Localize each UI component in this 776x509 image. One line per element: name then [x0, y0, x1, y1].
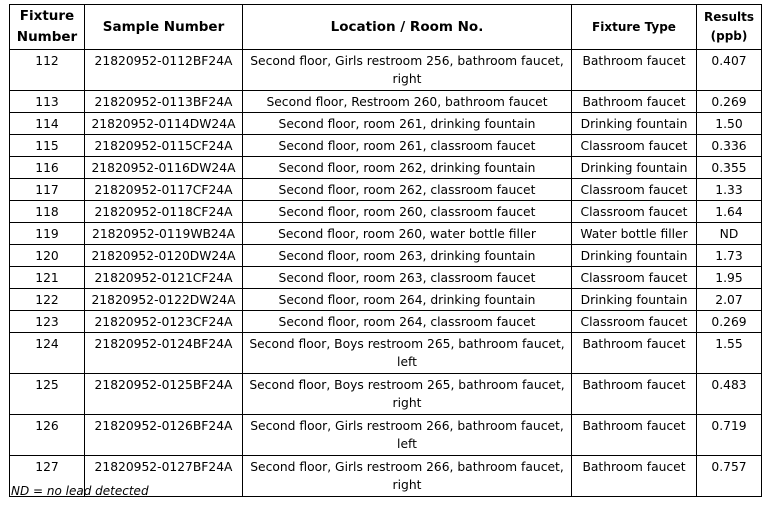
cell-sample-number: 21820952-0115CF24A — [85, 135, 243, 157]
cell-result: 0.269 — [697, 311, 762, 333]
cell-fixture-type: Classroom faucet — [572, 201, 697, 223]
cell-sample-number: 21820952-0126BF24A — [85, 415, 243, 456]
table-row — [10, 223, 762, 245]
cell-fixture-number: 123 — [10, 311, 85, 333]
header-fixture-number: Fixture Number — [10, 5, 85, 50]
cell-result: 0.355 — [697, 157, 762, 179]
cell-location: Second floor, room 263, classroom faucet — [243, 267, 572, 289]
cell-fixture-type: Drinking fountain — [572, 157, 697, 179]
table-row — [10, 289, 762, 311]
cell-location: Second floor, Boys restroom 265, bathroom faucet, right — [243, 374, 572, 415]
table-row — [10, 179, 762, 201]
cell-location: Second floor, Restroom 260, bathroom faucet — [243, 91, 572, 113]
cell-location: Second floor, room 260, water bottle filler — [243, 223, 572, 245]
cell-fixture-number: 120 — [10, 245, 85, 267]
table-row — [10, 267, 762, 289]
cell-fixture-number: 115 — [10, 135, 85, 157]
cell-result: 1.73 — [697, 245, 762, 267]
cell-location: Second floor, Girls restroom 266, bathroom faucet, right — [243, 456, 572, 497]
table-header-row — [10, 5, 762, 50]
cell-fixture-type: Classroom faucet — [572, 135, 697, 157]
cell-result: 1.95 — [697, 267, 762, 289]
table-row — [10, 135, 762, 157]
cell-fixture-number: 126 — [10, 415, 85, 456]
cell-fixture-type: Bathroom faucet — [572, 50, 697, 91]
cell-fixture-number: 113 — [10, 91, 85, 113]
cell-sample-number: 21820952-0122DW24A — [85, 289, 243, 311]
cell-location: Second floor, room 261, classroom faucet — [243, 135, 572, 157]
cell-sample-number: 21820952-0123CF24A — [85, 311, 243, 333]
cell-location: Second floor, Boys restroom 265, bathroom faucet, left — [243, 333, 572, 374]
cell-location: Second floor, room 260, classroom faucet — [243, 201, 572, 223]
cell-sample-number: 21820952-0121CF24A — [85, 267, 243, 289]
cell-fixture-type: Drinking fountain — [572, 289, 697, 311]
cell-result: 2.07 — [697, 289, 762, 311]
cell-result: 0.757 — [697, 456, 762, 497]
cell-fixture-number: 124 — [10, 333, 85, 374]
cell-result: 1.33 — [697, 179, 762, 201]
cell-sample-number: 21820952-0120DW24A — [85, 245, 243, 267]
cell-fixture-number: 112 — [10, 50, 85, 91]
cell-fixture-type: Bathroom faucet — [572, 415, 697, 456]
table-row — [10, 91, 762, 113]
cell-fixture-number: 127 — [10, 456, 85, 497]
cell-fixture-type: Water bottle filler — [572, 223, 697, 245]
cell-sample-number: 21820952-0125BF24A — [85, 374, 243, 415]
table-row — [10, 157, 762, 179]
cell-result: 0.407 — [697, 50, 762, 91]
cell-fixture-type: Bathroom faucet — [572, 91, 697, 113]
cell-location: Second floor, room 264, classroom faucet — [243, 311, 572, 333]
cell-sample-number: 21820952-0114DW24A — [85, 113, 243, 135]
cell-sample-number: 21820952-0127BF24A — [85, 456, 243, 497]
cell-sample-number: 21820952-0119WB24A — [85, 223, 243, 245]
cell-fixture-number: 125 — [10, 374, 85, 415]
cell-location: Second floor, room 262, drinking fountain — [243, 157, 572, 179]
cell-fixture-type: Bathroom faucet — [572, 333, 697, 374]
cell-fixture-type: Drinking fountain — [572, 245, 697, 267]
cell-fixture-type: Classroom faucet — [572, 311, 697, 333]
cell-result: 1.55 — [697, 333, 762, 374]
header-results: Results (ppb) — [697, 5, 762, 50]
header-sample-number: Sample Number — [85, 5, 243, 50]
cell-fixture-number: 114 — [10, 113, 85, 135]
table-row — [10, 50, 762, 91]
cell-fixture-number: 122 — [10, 289, 85, 311]
cell-result: 0.336 — [697, 135, 762, 157]
table-row — [10, 333, 762, 374]
cell-sample-number: 21820952-0113BF24A — [85, 91, 243, 113]
cell-location: Second floor, room 261, drinking fountain — [243, 113, 572, 135]
cell-sample-number: 21820952-0112BF24A — [85, 50, 243, 91]
table-row — [10, 374, 762, 415]
cell-sample-number: 21820952-0117CF24A — [85, 179, 243, 201]
cell-fixture-type: Bathroom faucet — [572, 374, 697, 415]
cell-fixture-type: Classroom faucet — [572, 267, 697, 289]
cell-sample-number: 21820952-0118CF24A — [85, 201, 243, 223]
cell-location: Second floor, Girls restroom 256, bathroom faucet, right — [243, 50, 572, 91]
header-fixture-type: Fixture Type — [572, 5, 697, 50]
cell-location: Second floor, room 264, drinking fountain — [243, 289, 572, 311]
cell-location: Second floor, Girls restroom 266, bathroom faucet, left — [243, 415, 572, 456]
footnote: ND = no lead detected — [11, 484, 149, 498]
table-row — [10, 245, 762, 267]
cell-fixture-type: Drinking fountain — [572, 113, 697, 135]
header-location: Location / Room No. — [243, 5, 572, 50]
cell-result: 0.483 — [697, 374, 762, 415]
cell-location: Second floor, room 263, drinking fountain — [243, 245, 572, 267]
cell-fixture-number: 121 — [10, 267, 85, 289]
lead-results-table — [9, 4, 762, 497]
cell-fixture-type: Bathroom faucet — [572, 456, 697, 497]
cell-fixture-number: 116 — [10, 157, 85, 179]
cell-fixture-number: 119 — [10, 223, 85, 245]
table-row — [10, 311, 762, 333]
table-row — [10, 201, 762, 223]
cell-fixture-number: 117 — [10, 179, 85, 201]
cell-fixture-type: Classroom faucet — [572, 179, 697, 201]
cell-location: Second floor, room 262, classroom faucet — [243, 179, 572, 201]
cell-sample-number: 21820952-0116DW24A — [85, 157, 243, 179]
cell-sample-number: 21820952-0124BF24A — [85, 333, 243, 374]
cell-result: 1.50 — [697, 113, 762, 135]
cell-result: 0.719 — [697, 415, 762, 456]
table-row — [10, 415, 762, 456]
cell-result: 1.64 — [697, 201, 762, 223]
table-row — [10, 113, 762, 135]
cell-fixture-number: 118 — [10, 201, 85, 223]
cell-result: 0.269 — [697, 91, 762, 113]
cell-result: ND — [697, 223, 762, 245]
